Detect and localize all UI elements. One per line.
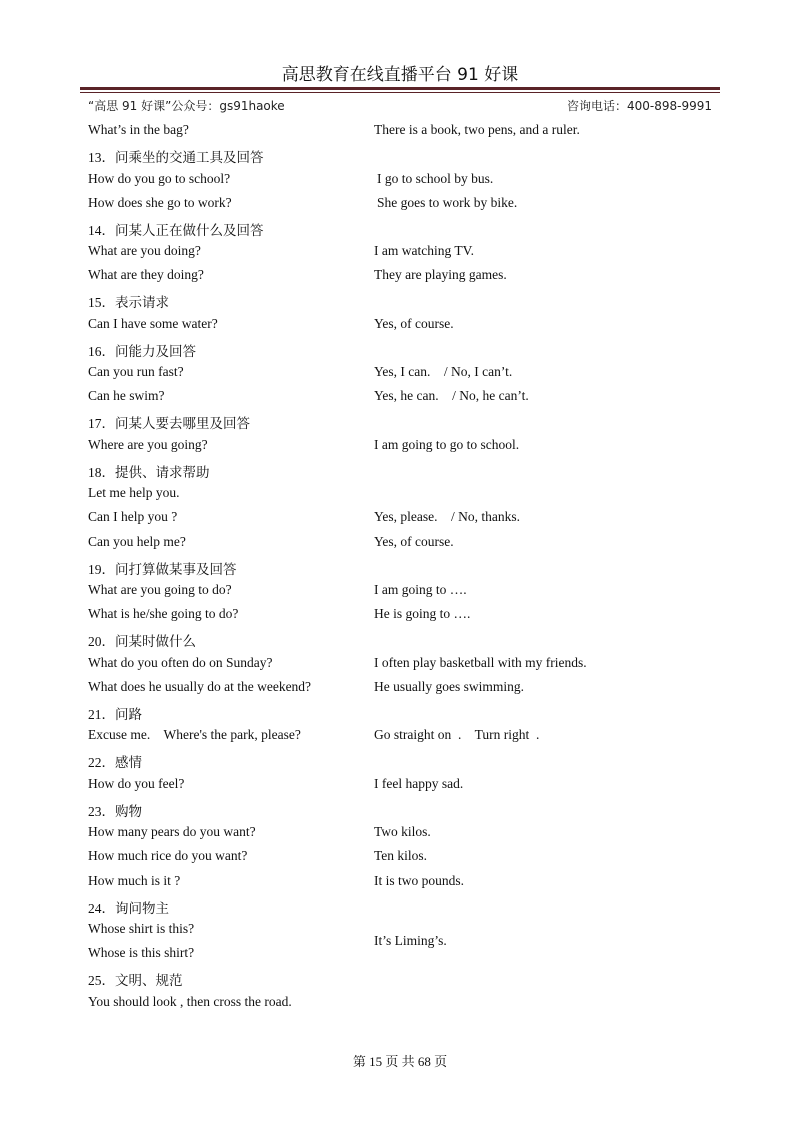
- dialogue-row: [88, 243, 728, 267]
- question-text: What are you going to do?: [88, 582, 232, 597]
- question-text: You should look , then cross the road.: [88, 994, 292, 1009]
- header-wechat-account: “高思 91 好课”公众号：gs91haoke: [88, 99, 285, 113]
- question-text: Whose is this shirt?: [88, 945, 195, 960]
- question-text: Can he swim?: [88, 388, 165, 403]
- question-text: Can you help me?: [88, 534, 186, 549]
- section-heading: 24．询问物主: [88, 901, 169, 916]
- section-heading: 20．问某时做什么: [88, 634, 196, 649]
- question-text: What do you often do on Sunday?: [88, 655, 273, 670]
- section-heading: 14．问某人正在做什么及回答: [88, 223, 264, 238]
- answer-text: Yes, please. / No, thanks.: [374, 509, 520, 524]
- section-heading: 13．问乘坐的交通工具及回答: [88, 150, 264, 165]
- answer-text: Yes, of course.: [374, 316, 454, 331]
- section-heading: 22．感情: [88, 755, 142, 770]
- dialogue-row: [88, 679, 728, 703]
- section-heading: 21．问路: [88, 707, 142, 722]
- answer-text: I feel happy sad.: [374, 776, 464, 791]
- question-text: What are you doing?: [88, 243, 201, 258]
- dialogue-row: [88, 994, 728, 1018]
- section-heading: 15．表示请求: [88, 295, 169, 310]
- dialogue-row: [88, 364, 728, 388]
- section-heading: 19．问打算做某事及回答: [88, 562, 237, 577]
- answer-text: They are playing games.: [374, 267, 507, 282]
- section-heading: 25．文明、规范: [88, 973, 183, 988]
- dialogue-row: [88, 509, 728, 533]
- answer-text: There is a book, two pens, and a ruler.: [374, 122, 580, 137]
- answer-text: Yes, he can. / No, he can’t.: [374, 388, 529, 403]
- answer-text: I am going to go to school.: [374, 437, 520, 452]
- question-text: How much rice do you want?: [88, 848, 248, 863]
- dialogue-row: [88, 848, 728, 872]
- question-text: Where are you going?: [88, 437, 208, 452]
- question-text: Can I help you ?: [88, 509, 178, 524]
- dialogue-row: [88, 388, 728, 412]
- question-text: What is he/she going to do?: [88, 606, 239, 621]
- answer-text: Go straight on . Turn right .: [374, 727, 540, 742]
- dialogue-row: [88, 171, 728, 195]
- question-text: Can I have some water?: [88, 316, 218, 331]
- answer-text: Two kilos.: [374, 824, 431, 839]
- question-text: How do you feel?: [88, 776, 185, 791]
- answer-text: He is going to ….: [374, 606, 471, 621]
- answer-text: I often play basketball with my friends.: [374, 655, 587, 670]
- answer-text: He usually goes swimming.: [374, 679, 524, 694]
- section-heading: 17．问某人要去哪里及回答: [88, 416, 250, 431]
- dialogue-row: [88, 267, 728, 291]
- dialogue-row: [88, 727, 728, 751]
- section-heading: 18．提供、请求帮助: [88, 465, 210, 480]
- dialogue-row: [88, 485, 728, 509]
- dialogue-row: [88, 655, 728, 679]
- question-text: Excuse me. Where's the park, please?: [88, 727, 301, 742]
- answer-text: I am going to ….: [374, 582, 467, 597]
- header-phone: 咨询电话：400-898-9991: [566, 99, 712, 113]
- dialogue-row: [88, 316, 728, 340]
- dialogue-row: [88, 776, 728, 800]
- answer-text: It’s Liming’s.: [374, 933, 447, 948]
- question-text: Whose shirt is this?: [88, 921, 195, 936]
- dialogue-row: [88, 534, 728, 558]
- question-text: How do you go to school?: [88, 171, 231, 186]
- answer-text: Yes, I can. / No, I can’t.: [374, 364, 513, 379]
- question-text: What does he usually do at the weekend?: [88, 679, 312, 694]
- question-text: What’s in the bag?: [88, 122, 189, 137]
- section-heading: 23．购物: [88, 804, 142, 819]
- question-text: Let me help you.: [88, 485, 180, 500]
- answer-text: She goes to work by bike.: [377, 195, 518, 210]
- question-text: How does she go to work?: [88, 195, 232, 210]
- header-rule-thin: [80, 92, 720, 93]
- page-number: 第 15 页 共 68 页: [352, 1054, 448, 1069]
- question-text: Can you run fast?: [88, 364, 184, 379]
- answer-text: Ten kilos.: [374, 848, 428, 863]
- dialogue-row: [88, 873, 728, 897]
- dialogue-row: [88, 437, 728, 461]
- header-title: 高思教育在线直播平台 91 好课: [281, 65, 519, 85]
- dialogue-row: [88, 195, 728, 219]
- dialogue-row: [88, 824, 728, 848]
- question-text: How many pears do you want?: [88, 824, 256, 839]
- dialogue-row: [88, 606, 728, 630]
- question-text: How much is it ?: [88, 873, 181, 888]
- question-text: What are they doing?: [88, 267, 204, 282]
- answer-text: I am watching TV.: [374, 243, 474, 258]
- answer-text: I go to school by bus.: [377, 171, 494, 186]
- dialogue-row: [88, 582, 728, 606]
- answer-text: It is two pounds.: [374, 873, 465, 888]
- section-heading: 16．问能力及回答: [88, 344, 196, 359]
- dialogue-row: [88, 122, 728, 146]
- header-rule-thick: [80, 87, 720, 90]
- answer-text: Yes, of course.: [374, 534, 454, 549]
